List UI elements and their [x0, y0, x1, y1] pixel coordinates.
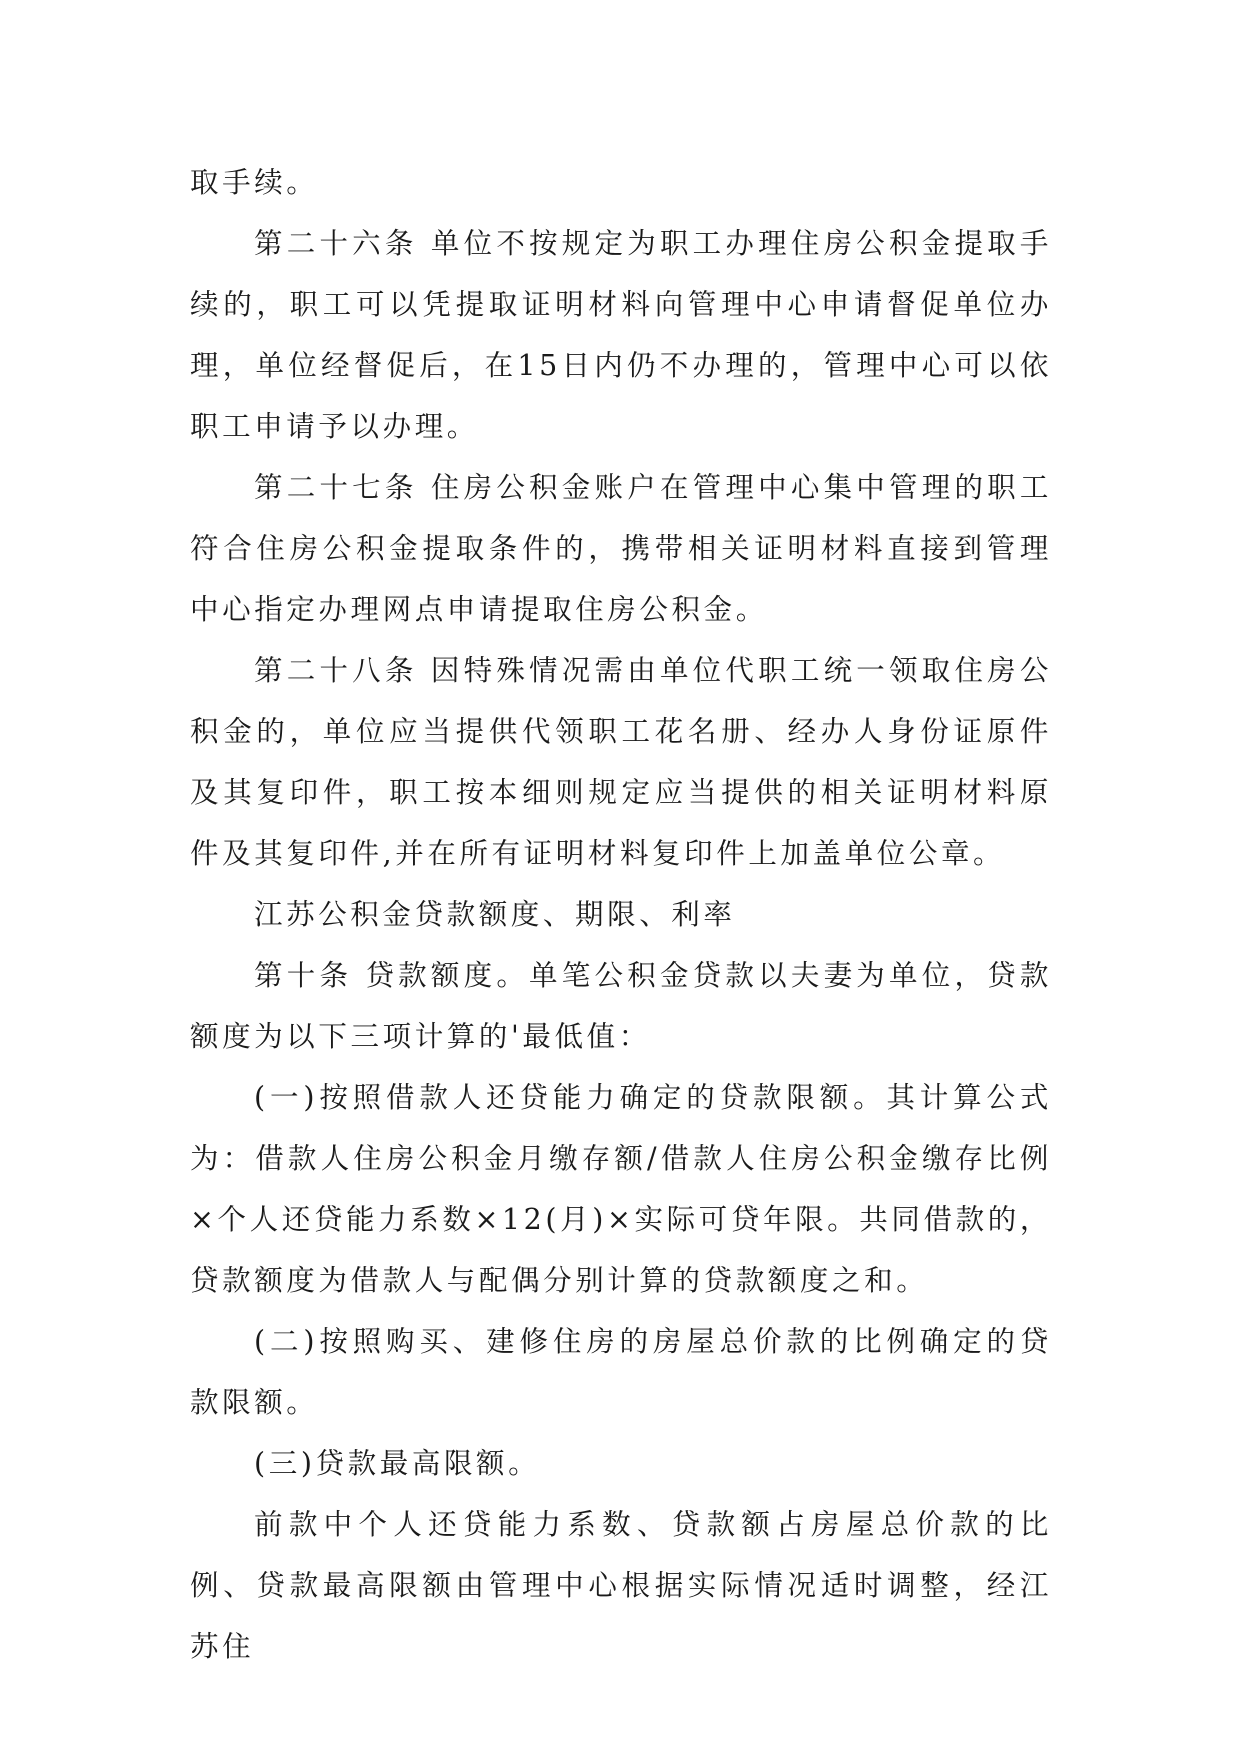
paragraph-2: 第二十六条 单位不按规定为职工办理住房公积金提取手续的，职工可以凭提取证明材料向管理中心申请督促单位办理，单位经督促后，在15日内仍不办理的，管理中心可以依职工申请予以办理。 [190, 227, 1052, 443]
paragraph-8: (二)按照购买、建修住房的房屋总价款的比例确定的贷款限额。 [190, 1325, 1052, 1419]
paragraph-9: (三)贷款最高限额。 [254, 1447, 541, 1480]
paragraph-7: (一)按照借款人还贷能力确定的贷款限额。其计算公式为：借款人住房公积金月缴存额/借款人住房公积金缴存比例×个人还贷能力系数×12(月)×实际可贷年限。共同借款的，贷款额度为借款人与配偶分别计算的贷款额度之和。 [190, 1081, 1052, 1297]
paragraph-6: 第十条 贷款额度。单笔公积金贷款以夫妻为单位，贷款额度为以下三项计算的'最低值： [190, 959, 1052, 1053]
section-heading: 江苏公积金贷款额度、期限、利率 [254, 898, 736, 931]
paragraph-1: 取手续。 [190, 166, 319, 199]
paragraph-3: 第二十七条 住房公积金账户在管理中心集中管理的职工符合住房公积金提取条件的，携带相关证明材料直接到管理中心指定办理网点申请提取住房公积金。 [190, 471, 1052, 626]
paragraph-10: 前款中个人还贷能力系数、贷款额占房屋总价款的比例、贷款最高限额由管理中心根据实际情况适时调整，经江苏住 [190, 1508, 1052, 1663]
document-page [190, 152, 1052, 1677]
paragraph-4: 第二十八条 因特殊情况需由单位代职工统一领取住房公积金的，单位应当提供代领职工花名册、经办人身份证原件及其复印件，职工按本细则规定应当提供的相关证明材料原件及其复印件,并在所有证明材料复印件上加盖单位公章。 [190, 654, 1052, 870]
